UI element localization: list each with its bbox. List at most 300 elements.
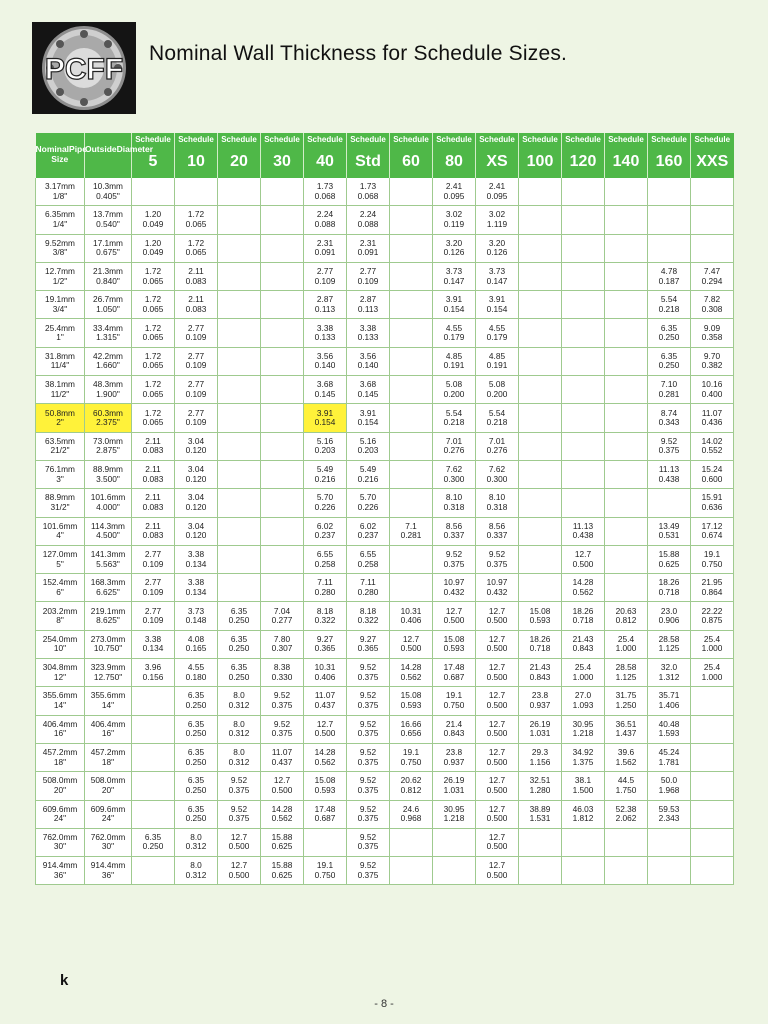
cell-pipe-size: [36, 857, 85, 885]
cell-thickness: [433, 857, 476, 885]
cell-thickness: [175, 574, 218, 602]
cell-mm: 12.7: [488, 718, 506, 729]
cell-thickness: [175, 715, 218, 743]
cell-thickness: [562, 404, 605, 432]
cell-thickness: [304, 545, 347, 573]
cell-mm: 28.58: [658, 633, 680, 644]
cell-inch: 0.250: [658, 360, 680, 371]
cell-thickness: [605, 262, 648, 290]
cell-mm: 5.08: [488, 379, 506, 390]
cell-mm: 4.55: [445, 322, 463, 333]
cell-thickness: [691, 659, 734, 687]
cell-thickness: [390, 743, 433, 771]
cell-mm: 11.07: [271, 747, 293, 758]
cell-thickness: [433, 545, 476, 573]
schedule-value: 80: [445, 153, 463, 170]
cell-thickness: [175, 630, 218, 658]
cell-inch: 0.165: [185, 643, 207, 654]
cell-thickness: [476, 602, 519, 630]
cell-thickness: [132, 206, 175, 234]
cell-thickness: [605, 432, 648, 460]
cell-thickness: [691, 743, 734, 771]
cell-mm: 12.7: [488, 662, 506, 673]
cell-mm: 3.91: [488, 294, 506, 305]
cell-thickness: [562, 347, 605, 375]
cell-inch: 3": [56, 473, 64, 484]
cell-thickness: [648, 262, 691, 290]
cell-thickness: [347, 800, 390, 828]
cell-inch: 1.562: [615, 756, 637, 767]
cell-thickness: [562, 857, 605, 885]
cell-inch: 1.375: [572, 756, 594, 767]
cell-inch: 0.562: [314, 756, 336, 767]
cell-inch: 1.593: [658, 728, 680, 739]
cell-thickness: [648, 857, 691, 885]
cell-mm: 3.02: [445, 209, 463, 220]
cell-inch: 0.500: [486, 615, 508, 626]
cell-thickness: [648, 291, 691, 319]
cell-thickness: [648, 517, 691, 545]
cell-inch: 0.126: [486, 247, 508, 258]
cell-thickness: [605, 404, 648, 432]
cell-thickness: [519, 659, 562, 687]
cell-thickness: [476, 715, 519, 743]
cell-mm: 9.70: [703, 350, 721, 361]
cell-mm: 5.49: [316, 464, 334, 475]
cell-thickness: [605, 743, 648, 771]
cell-thickness: [562, 602, 605, 630]
cell-inch: 0.049: [142, 247, 164, 258]
cell-thickness: [562, 489, 605, 517]
cell-thickness: [476, 291, 519, 319]
cell-mm: 9.52: [359, 690, 377, 701]
cell-inch: 6.625": [96, 586, 120, 597]
cell-mm: 8.0: [233, 690, 245, 701]
cell-mm: 14.28: [314, 747, 336, 758]
cell-inch: 0.375: [357, 869, 379, 880]
cell-inch: 0.276: [486, 445, 508, 456]
schedule-value: 5: [148, 153, 158, 170]
cell-thickness: [691, 262, 734, 290]
cell-inch: 0.375: [443, 558, 465, 569]
cell-thickness: [605, 630, 648, 658]
cell-thickness: [605, 517, 648, 545]
cell-mm: 3.73: [445, 266, 463, 277]
cell-outside-diameter: [85, 857, 132, 885]
cell-mm: 2.11: [145, 464, 161, 475]
cell-mm: 2.77: [316, 266, 334, 277]
table-row: [36, 630, 734, 658]
cell-thickness: [519, 178, 562, 206]
cell-mm: 762.0mm: [90, 831, 126, 842]
cell-mm: 13.49: [658, 520, 680, 531]
cell-inch: 0.277: [271, 615, 293, 626]
cell-inch: 3/4": [52, 303, 68, 314]
cell-thickness: [347, 319, 390, 347]
cell-outside-diameter: [85, 347, 132, 375]
cell-mm: 508.0mm: [90, 775, 126, 786]
schedule-label: Schedule: [393, 135, 429, 144]
cell-thickness: [562, 432, 605, 460]
schedule-label: Schedule: [522, 135, 558, 144]
cell-mm: 254.0mm: [42, 633, 78, 644]
cell-inch: 0.437: [314, 699, 336, 710]
cell-inch: 0.300: [443, 473, 465, 484]
cell-mm: 609.6mm: [90, 803, 126, 814]
cell-inch: 4": [56, 530, 64, 541]
cell-inch: 0.330: [271, 671, 293, 682]
cell-thickness: [132, 432, 175, 460]
cell-thickness: [175, 687, 218, 715]
cell-mm: 7.01: [445, 435, 463, 446]
cell-inch: 0.091: [357, 247, 379, 258]
header-schedule-std: [347, 133, 390, 178]
cell-mm: 1.20: [144, 237, 162, 248]
cell-inch: 0.400: [701, 388, 723, 399]
cell-mm: 6.35: [187, 747, 205, 758]
cell-thickness: [433, 659, 476, 687]
cell-inch: 0.187: [658, 275, 680, 286]
cell-inch: 1.812: [572, 813, 594, 824]
cell-mm: 30.95: [572, 718, 594, 729]
cell-inch: 1.312: [658, 671, 680, 682]
cell-mm: 609.6mm: [42, 803, 78, 814]
cell-thickness: [218, 234, 261, 262]
cell-inch: 0.134: [185, 586, 207, 597]
schedule-label: Schedule: [178, 135, 214, 144]
cell-thickness: [390, 574, 433, 602]
cell-inch: 1.531: [529, 813, 551, 824]
cell-thickness: [691, 687, 734, 715]
cell-mm: 1.72: [144, 294, 162, 305]
cell-thickness: [433, 715, 476, 743]
cell-thickness: [691, 772, 734, 800]
cell-mm: 6.35: [230, 662, 248, 673]
cell-mm: 6.55: [359, 549, 377, 559]
cell-inch: 0.109: [185, 360, 207, 371]
table-row: [36, 743, 734, 771]
cell-mm: 2.11: [188, 266, 204, 277]
cell-thickness: [648, 432, 691, 460]
cell-mm: 15.08: [314, 775, 336, 786]
cell-mm: 25.4: [703, 662, 721, 673]
cell-thickness: [132, 376, 175, 404]
cell-pipe-size: [36, 460, 85, 488]
cell-mm: 12.7mm: [45, 266, 75, 277]
schedule-value: 100: [526, 153, 554, 170]
table-row: [36, 206, 734, 234]
cell-mm: 44.5: [617, 775, 635, 786]
cell-pipe-size: [36, 828, 85, 856]
cell-thickness: [261, 178, 304, 206]
cell-inch: 0.540": [96, 218, 120, 229]
cell-outside-diameter: [85, 178, 132, 206]
cell-mm: 9.52: [359, 831, 377, 842]
cell-inch: 0.318: [486, 501, 508, 512]
cell-mm: 457.2mm: [42, 747, 78, 758]
cell-outside-diameter: [85, 743, 132, 771]
table-row: [36, 857, 734, 885]
schedule-label: Schedule: [221, 135, 257, 144]
cell-thickness: [261, 347, 304, 375]
cell-inch: 0.120: [185, 445, 207, 456]
cell-inch: 12": [53, 671, 67, 682]
cell-mm: 12.7: [230, 860, 248, 871]
cell-thickness: [175, 319, 218, 347]
cell-thickness: [390, 460, 433, 488]
cell-inch: 0.843: [572, 643, 594, 654]
cell-thickness: [648, 404, 691, 432]
cell-thickness: [562, 460, 605, 488]
cell-inch: 0.216: [314, 473, 336, 484]
cell-thickness: [261, 234, 304, 262]
cell-pipe-size: [36, 517, 85, 545]
cell-thickness: [304, 602, 347, 630]
cell-inch: 0.148: [185, 615, 207, 626]
cell-mm: 8.10: [445, 492, 463, 503]
cell-mm: 60.3mm: [93, 407, 123, 418]
cell-inch: 1/2": [52, 275, 68, 286]
cell-thickness: [648, 178, 691, 206]
cell-outside-diameter: [85, 319, 132, 347]
cell-mm: 5.54: [660, 294, 678, 305]
cell-thickness: [304, 574, 347, 602]
cell-inch: 0.109: [185, 417, 207, 428]
cell-mm: 14.02: [701, 435, 723, 446]
cell-inch: 0.375: [357, 784, 379, 795]
cell-thickness: [476, 432, 519, 460]
cell-mm: 6.02: [359, 520, 377, 531]
cell-inch: 0.432: [443, 586, 465, 597]
cell-thickness: [562, 574, 605, 602]
cell-thickness: [562, 743, 605, 771]
cell-thickness: [605, 489, 648, 517]
cell-thickness: [218, 517, 261, 545]
cell-inch: 0.875: [701, 615, 723, 626]
cell-inch: 16": [53, 728, 67, 739]
cell-thickness: [691, 489, 734, 517]
cell-inch: 0.718: [529, 643, 551, 654]
cell-thickness: [691, 517, 734, 545]
cell-mm: 21.95: [701, 577, 723, 588]
cell-thickness: [390, 404, 433, 432]
cell-thickness: [519, 574, 562, 602]
cell-thickness: [390, 659, 433, 687]
header-schedule-xs: [476, 133, 519, 178]
cell-mm: 457.2mm: [90, 747, 126, 758]
cell-inch: 0.091: [314, 247, 336, 258]
cell-inch: 0.322: [357, 615, 379, 626]
cell-inch: 30": [101, 841, 115, 852]
cell-mm: 21.43: [572, 633, 594, 644]
cell-thickness: [261, 800, 304, 828]
cell-mm: 9.52: [660, 435, 678, 446]
header-schedule-100: [519, 133, 562, 178]
cell-mm: 25.4: [703, 633, 721, 644]
cell-thickness: [476, 800, 519, 828]
cell-mm: 2.11: [145, 520, 161, 531]
cell-inch: 0.083: [142, 445, 164, 456]
cell-thickness: [519, 630, 562, 658]
cell-thickness: [390, 772, 433, 800]
cell-thickness: [605, 376, 648, 404]
cell-inch: 20": [53, 784, 67, 795]
cell-mm: 114.3mm: [91, 520, 125, 531]
cell-thickness: [433, 234, 476, 262]
cell-thickness: [691, 234, 734, 262]
cell-mm: 7.11: [360, 577, 376, 588]
schedule-label: Schedule: [608, 135, 644, 144]
cell-inch: 0.049: [142, 218, 164, 229]
cell-thickness: [433, 262, 476, 290]
cell-inch: 1.050": [96, 303, 120, 314]
schedule-value: 140: [612, 153, 640, 170]
cell-inch: 0.500: [572, 558, 594, 569]
cell-pipe-size: [36, 772, 85, 800]
cell-thickness: [648, 460, 691, 488]
cell-thickness: [648, 800, 691, 828]
cell-thickness: [175, 743, 218, 771]
cell-thickness: [261, 517, 304, 545]
cell-inch: 0.126: [443, 247, 465, 258]
cell-mm: 30.95: [443, 803, 465, 814]
cell-outside-diameter: [85, 262, 132, 290]
cell-thickness: [562, 715, 605, 743]
cell-thickness: [261, 319, 304, 347]
cell-thickness: [218, 574, 261, 602]
cell-thickness: [476, 234, 519, 262]
cell-mm: 6.35: [230, 633, 248, 644]
cell-thickness: [132, 460, 175, 488]
cell-inch: 0.200: [486, 388, 508, 399]
cell-thickness: [132, 828, 175, 856]
cell-inch: 16": [101, 728, 115, 739]
cell-thickness: [132, 489, 175, 517]
cell-thickness: [132, 574, 175, 602]
cell-mm: 1.72: [144, 379, 162, 390]
cell-inch: 0.375: [357, 699, 379, 710]
header-nominal-pipe-size-line: Nominal: [35, 144, 70, 154]
cell-thickness: [218, 206, 261, 234]
cell-mm: 26.19: [529, 718, 551, 729]
cell-inch: 1.031: [529, 728, 551, 739]
cell-inch: 0.065: [185, 218, 207, 229]
cell-thickness: [390, 687, 433, 715]
cell-mm: 15.88: [658, 549, 680, 559]
cell-inch: 6": [56, 586, 64, 597]
cell-thickness: [304, 376, 347, 404]
cell-inch: 1.437: [615, 728, 637, 739]
cell-mm: 6.35mm: [45, 209, 75, 220]
cell-mm: 7.01: [488, 435, 506, 446]
cell-inch: 1.315": [96, 332, 120, 343]
cell-inch: 0.718: [658, 586, 680, 597]
cell-thickness: [648, 630, 691, 658]
cell-inch: 0.250: [185, 756, 207, 767]
cell-outside-diameter: [85, 772, 132, 800]
cell-pipe-size: [36, 715, 85, 743]
cell-thickness: [691, 432, 734, 460]
cell-inch: 0.365: [357, 643, 379, 654]
cell-thickness: [476, 376, 519, 404]
cell-mm: 9.52: [359, 662, 377, 673]
cell-mm: 6.35: [660, 322, 678, 333]
cell-thickness: [605, 715, 648, 743]
cell-mm: 25.4mm: [45, 322, 75, 333]
cell-mm: 9.52: [230, 803, 248, 814]
cell-thickness: [132, 178, 175, 206]
cell-thickness: [476, 178, 519, 206]
table-row: [36, 574, 734, 602]
table-row: [36, 602, 734, 630]
cell-thickness: [175, 659, 218, 687]
cell-inch: 2.343: [658, 813, 680, 824]
cell-thickness: [261, 206, 304, 234]
cell-thickness: [132, 517, 175, 545]
cell-thickness: [218, 432, 261, 460]
cell-inch: 0.375: [486, 558, 508, 569]
cell-inch: 0.375: [658, 445, 680, 456]
cell-inch: 1.900": [96, 388, 120, 399]
cell-mm: 3.04: [187, 492, 205, 503]
cell-inch: 0.068: [314, 190, 336, 201]
schedule-value: 30: [273, 153, 291, 170]
cell-outside-diameter: [85, 404, 132, 432]
cell-mm: 1.72: [187, 209, 205, 220]
cell-outside-diameter: [85, 517, 132, 545]
cell-mm: 26.7mm: [93, 294, 123, 305]
cell-thickness: [175, 262, 218, 290]
cell-inch: 0.500: [486, 813, 508, 824]
cell-mm: 46.03: [572, 803, 594, 814]
cell-thickness: [691, 376, 734, 404]
cell-thickness: [261, 659, 304, 687]
cell-mm: 3.04: [187, 435, 205, 446]
cell-mm: 16.66: [400, 718, 422, 729]
cell-mm: 11.07: [314, 690, 336, 701]
cell-thickness: [347, 291, 390, 319]
cell-mm: 8.10: [488, 492, 506, 503]
cell-inch: 1.781: [658, 756, 680, 767]
cell-thickness: [261, 404, 304, 432]
cell-thickness: [261, 489, 304, 517]
cell-mm: 76.1mm: [45, 464, 75, 475]
cell-pipe-size: [36, 659, 85, 687]
cell-mm: 5.16: [316, 435, 334, 446]
cell-inch: 0.500: [486, 841, 508, 852]
cell-mm: 3.91: [445, 294, 463, 305]
cell-mm: 21.43: [529, 662, 551, 673]
cell-inch: 0.147: [443, 275, 465, 286]
cell-thickness: [390, 206, 433, 234]
cell-inch: 0.145: [314, 388, 336, 399]
cell-inch: 0.065: [142, 303, 164, 314]
schedule-value: 120: [569, 153, 597, 170]
cell-inch: 0.500: [486, 728, 508, 739]
cell-mm: 23.0: [660, 605, 678, 616]
table-row: [36, 291, 734, 319]
cell-thickness: [347, 659, 390, 687]
cell-mm: 3.68: [359, 379, 377, 390]
cell-mm: 7.04: [273, 605, 291, 616]
cell-thickness: [519, 347, 562, 375]
cell-inch: 1.750: [615, 784, 637, 795]
cell-inch: 0.500: [486, 671, 508, 682]
cell-pipe-size: [36, 489, 85, 517]
cell-thickness: [390, 715, 433, 743]
cell-thickness: [433, 178, 476, 206]
cell-inch: 0.179: [486, 332, 508, 343]
